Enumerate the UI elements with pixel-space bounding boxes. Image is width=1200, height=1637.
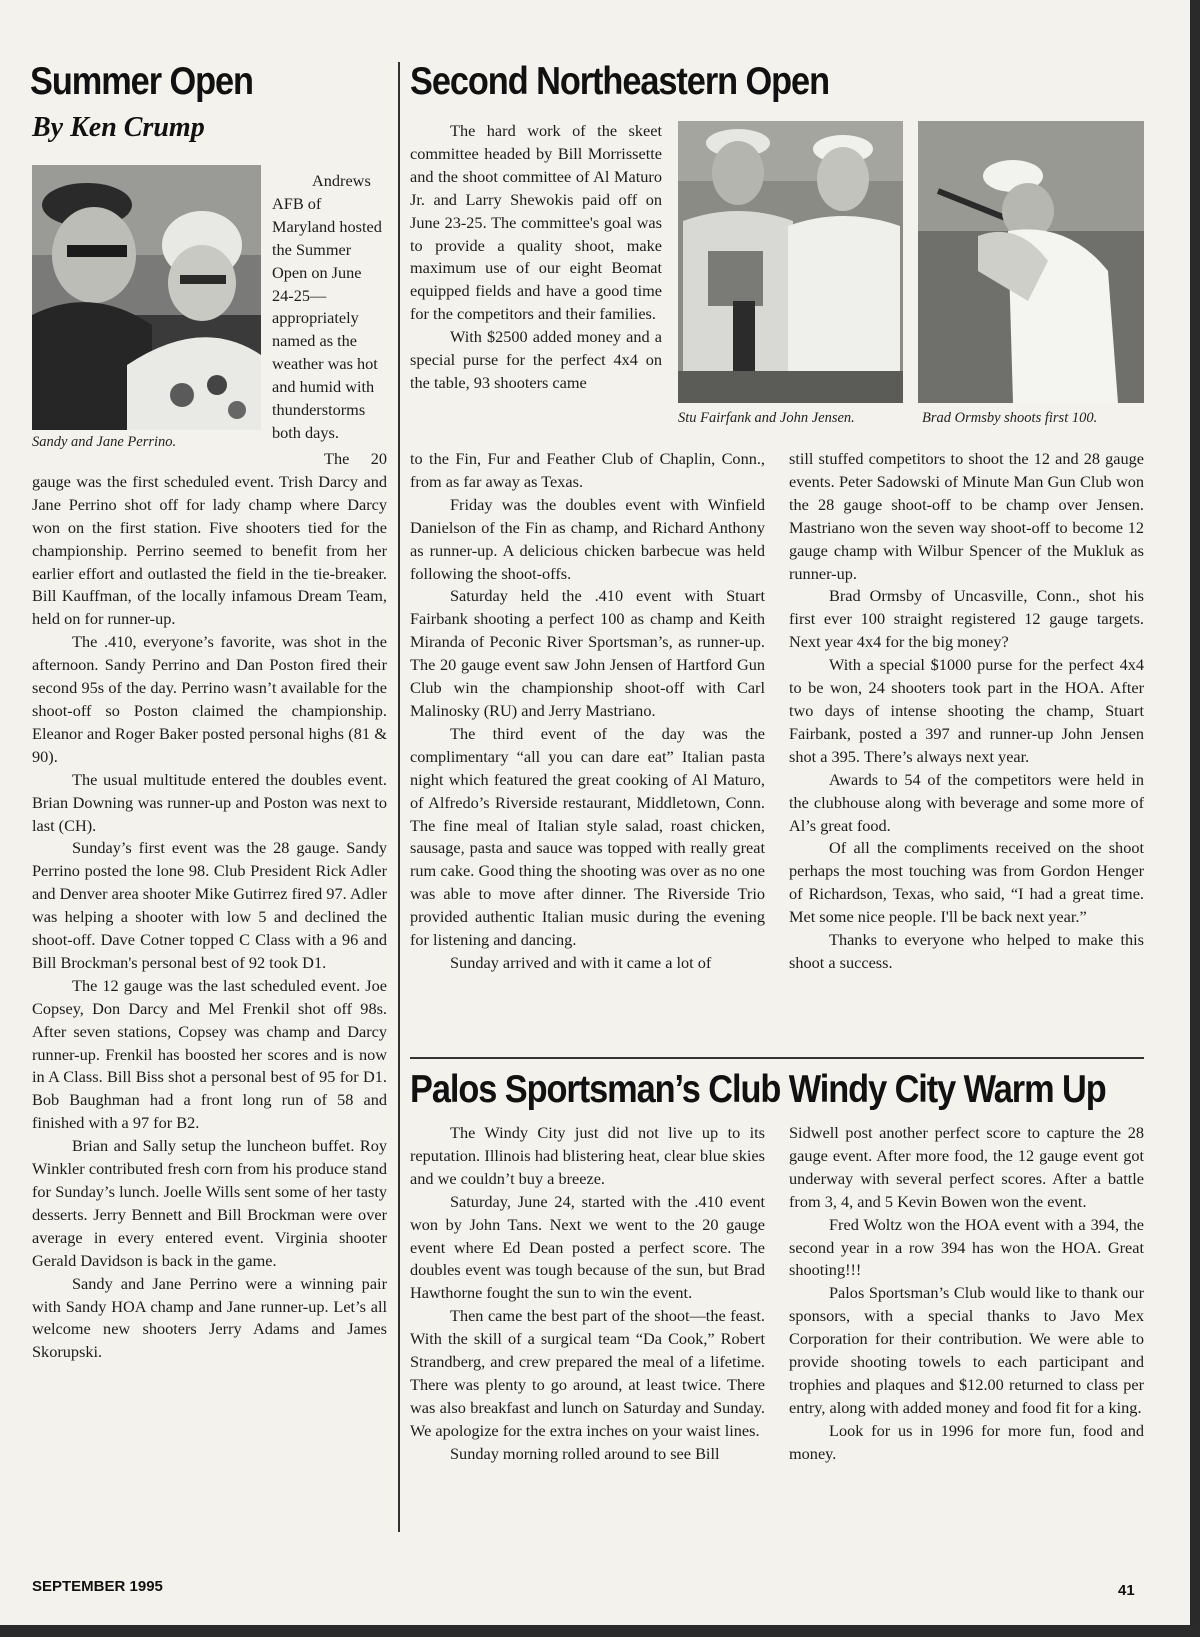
issue-date: SEPTEMBER 1995 — [32, 1578, 163, 1595]
summer-paragraph-3: The usual multitude entered the doubles event. Brian Downing was runner-up and Poston was next to last (CH). — [32, 769, 387, 835]
column-divider — [398, 62, 400, 1532]
summer-paragraph-1: The 20 gauge was the first scheduled event. Trish Darcy and Jane Perrino shot off for lady champ where Darcy won on the first station. Five shooters tied for the championship. Perrino seemed to benefit from her earlier effort and outlasted the field in the tie-breaker. Bill Kauffman, of the locally infamous Dream Team, held on for runner-up. — [32, 449, 387, 629]
northeast-col2-paragraph-5: Thanks to everyone who helped to make this shoot a success. — [789, 930, 1144, 972]
northeast-intro-paragraph-2: With $2500 added money and a special purse for the perfect 4x4 on the table, 93 shooters came — [410, 327, 662, 392]
photo-brad-ormsby-shooting — [918, 121, 1144, 403]
summer-open-byline: By Ken Crump — [32, 112, 205, 143]
summer-intro-paragraph: Andrews AFB of Maryland hosted the Summer Open on June 24-25—appropriately named as the weather was hot and humid with thunderstorms both days. — [272, 171, 382, 442]
northeast-intro — [410, 120, 662, 395]
palos-column-2 — [789, 1122, 1144, 1466]
northeast-col2-continuation: still stuffed competitors to shoot the 12 and 28 gauge events. Peter Sadowski of Minute Man Gun Club won the 28 gauge shoot-off to be champ over Jensen. Mastriano won the seven way shoot-off to become 12 gauge champ with Wilbur Spencer of the Mukluk as runner-up. — [789, 449, 1144, 583]
northeast-col1-paragraph-2: Saturday held the .410 event with Stuart Fairbank shooting a perfect 100 as champ and Keith Miranda of Peconic River Sportsman’s, as runner-up. The 20 gauge event saw John Jensen of Hartford Gun Club win the championship shoot-off with Carl Malinosky (RU) and Jerry Mastriano. — [410, 586, 765, 720]
photo-shooter-image — [918, 121, 1144, 403]
northeast-col2-paragraph-2: With a special $1000 purse for the perfect 4x4 to be won, 24 shooters took part in the HOA. After two days of intense shooting the champ, Stuart Fairbank, posted a 397 and runner-up John Jensen shot a 395. There’s always next year. — [789, 655, 1144, 766]
summer-paragraph-7: Sandy and Jane Perrino were a winning pair with Sandy HOA champ and Jane runner-up. Let’s all welcome new shooters Jerry Adams and James Skorupski. — [32, 1273, 387, 1362]
northeast-column-1 — [410, 448, 765, 975]
palos-headline: Palos Sportsman’s Club Windy City Warm Up — [410, 1068, 1106, 1111]
photo-two-people-image — [32, 165, 261, 430]
northeast-col1-continuation: to the Fin, Fur and Feather Club of Chaplin, Conn., from as far away as Texas. — [410, 449, 765, 491]
scan-edge-right — [1190, 0, 1200, 1637]
northeast-column-2 — [789, 448, 1144, 975]
scan-edge-bottom — [0, 1625, 1200, 1637]
northeast-col2-paragraph-4: Of all the compliments received on the shoot perhaps the most touching was from Gordon Henger of Richardson, Texas, who said, “I had a great time. Met some nice people. I'll be back next year.” — [789, 838, 1144, 927]
palos-column-1 — [410, 1122, 765, 1466]
northeast-col1-paragraph-1: Friday was the doubles event with Winfield Danielson of the Fin as champ, and Richard Anthony as runner-up. A delicious chicken barbecue was held following the shoot-offs. — [410, 494, 765, 583]
palos-col1-paragraph-1: The Windy City just did not live up to its reputation. Illinois had blistering heat, clear blue skies and we couldn’t buy a breeze. — [410, 1123, 765, 1188]
northeast-photo-caption-2: Brad Ormsby shoots first 100. — [922, 410, 1098, 426]
section-divider — [410, 1057, 1144, 1059]
summer-paragraph-4: Sunday’s first event was the 28 gauge. Sandy Perrino posted the lone 98. Club President Rick Adler and Denver area shooter Mike Gutirrez fired 97. Adler was helping a shooter with low 5 and declined the shoot-off. Dave Cotner topped C Class with a 96 and Bill Brockman's personal best of 92 took D1. — [32, 838, 387, 972]
bleed-through-heading — [890, 52, 900, 94]
summer-paragraph-5: The 12 gauge was the last scheduled event. Joe Copsey, Don Darcy and Mel Frenkil shot off 98s. After seven stations, Copsey was champ and Darcy runner-up. Frenkil has boosted her scores and is now in A Class. Bill Biss shot a personal best of 95 for D1. Bob Baughman had a front long run of 58 and finished with a 97 for B2. — [32, 975, 387, 1133]
northeast-open-headline: Second Northeastern Open — [410, 60, 829, 103]
palos-col2-continuation: Sidwell post another perfect score to capture the 28 gauge event. After more food, the 12 gauge event got underway with several perfect scores. After a battle from 3, 4, and 5 Kevin Bowen won the event. — [789, 1123, 1144, 1211]
summer-wrap-text — [272, 170, 386, 445]
palos-col1-paragraph-3: Then came the best part of the shoot—the feast. With the skill of a surgical team “Da Cook,” Robert Strandberg, and crew prepared the meal of a lifetime. There was plenty to go around, at least twice. There was also breakfast and lunch on Saturday and Sunday. We apologize for the extra inches on your waist lines. — [410, 1306, 765, 1440]
summer-photo-caption: Sandy and Jane Perrino. — [32, 434, 177, 450]
northeast-photo-caption-1: Stu Fairfank and John Jensen. — [678, 410, 855, 426]
summer-paragraph-6: Brian and Sally setup the luncheon buffet. Roy Winkler contributed fresh corn from his produce stand for Sunday’s lunch. Joelle Wills sent some of her tasty desserts. Jerry Bennett and Bill Brockman were over average in every entered event. Virginia shooter Gerald Davidson is back in the game. — [32, 1136, 387, 1270]
palos-col2-paragraph-2: Palos Sportsman’s Club would like to thank our sponsors, with a special thanks to Javo Mex Corporation for their contribution. We were able to provide shooting towels to each participant and trophies and plaques and $12.00 returned to class per entry, along with added money and food fit for a king. — [789, 1283, 1144, 1417]
page-number: 41 — [1118, 1582, 1135, 1599]
palos-col2-paragraph-3: Look for us in 1996 for more fun, food and money. — [789, 1420, 1144, 1463]
northeast-col1-paragraph-4: Sunday arrived and with it came a lot of — [450, 952, 712, 972]
palos-col1-paragraph-2: Saturday, June 24, started with the .410 event won by John Tans. Next we went to the 20 gauge event where Ed Dean posted a perfect score. The doubles event was tough because of the sun, but Brad Hawthorne fought the sun to win the event. — [410, 1191, 765, 1303]
palos-col1-paragraph-4: Sunday morning rolled around to see Bill — [450, 1443, 720, 1463]
summer-body — [32, 448, 387, 1364]
palos-col2-paragraph-1: Fred Woltz won the HOA event with a 394, the second year in a row 394 has won the HOA. Great shooting!!! — [789, 1214, 1144, 1280]
photo-two-men-image — [678, 121, 903, 403]
northeast-col2-paragraph-3: Awards to 54 of the competitors were held in the clubhouse along with beverage and some more of Al’s great food. — [789, 769, 1144, 835]
northeast-intro-paragraph-1: The hard work of the skeet committee headed by Bill Morrissette and the shoot committee of Al Maturo Jr. and Larry Shewokis paid off on June 23-25. The committee's goal was to provide a quality shoot, make maximum use of our eight Beomat equipped fields and have a good time for the competitors and their families. — [410, 121, 662, 324]
summer-open-headline: Summer Open — [30, 60, 253, 103]
northeast-col2-paragraph-1: Brad Ormsby of Uncasville, Conn., shot his first ever 100 straight registered 12 gauge targets. Next year 4x4 for the big money? — [789, 586, 1144, 652]
photo-sandy-and-jane-perrino — [32, 165, 261, 430]
photo-stu-fairfank-and-john-jensen — [678, 121, 903, 403]
summer-paragraph-2: The .410, everyone’s favorite, was shot in the afternoon. Sandy Perrino and Dan Poston fired their second 95s of the day. Perrino wasn’t available for the shoot-off so Poston claimed the championship. Eleanor and Roger Baker posted personal highs (81 & 90). — [32, 632, 387, 766]
northeast-col1-paragraph-3: The third event of the day was the complimentary “all you can dare eat” Italian pasta night which featured the great cooking of Al Maturo, of Alfredo’s Riverside restaurant, Middletown, Conn. The fine meal of Italian style salad, roast chicken, sausage, pasta and sauce was topped with really great rum cake. Good thing the shooting was over as no one was able to move after dinner. The Riverside Trio provided authentic Italian music during the evening for listening and dancing. — [410, 723, 765, 950]
